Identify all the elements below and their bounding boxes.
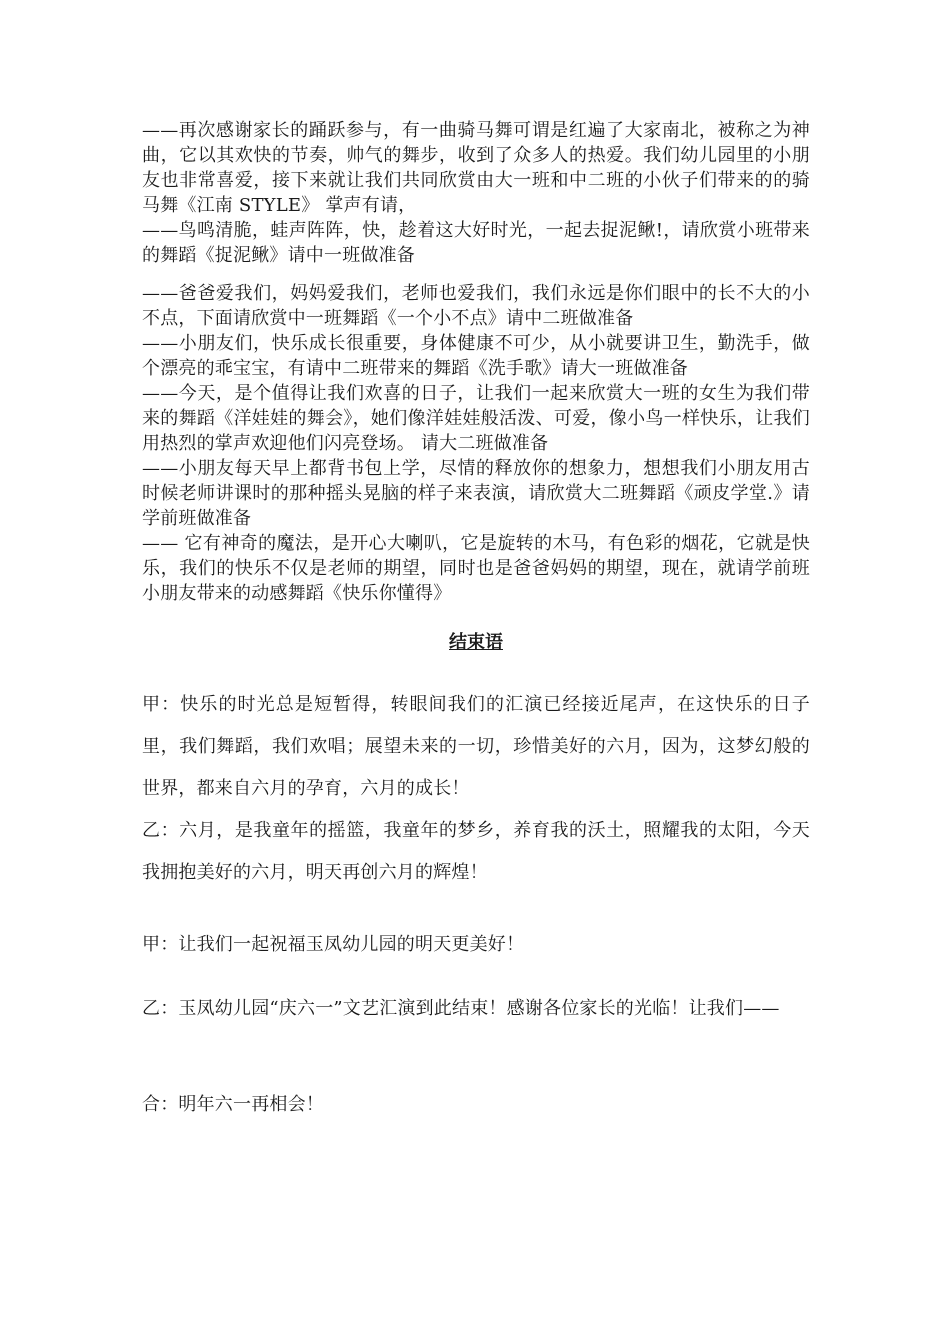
document-page xyxy=(142,118,810,1126)
spacer xyxy=(142,606,810,628)
closing-line: 甲：让我们一起祝福玉凤幼儿园的明天更美好！ xyxy=(142,934,525,955)
spacer xyxy=(142,894,810,924)
closing-line: 甲：快乐的时光总是短暂得，转眼间我们的汇演已经接近尾声，在这快乐的日子里，我们舞蹈，我们欢唱；展望未来的一切，珍惜美好的六月，因为，这梦幻般的世界，都来自六月的孕育，六月的成长！ xyxy=(142,694,810,799)
program-paragraph: ——小朋友每天早上都背书包上学，尽情的释放你的想象力，想想我们小朋友用古时候老师讲课时的那种摇头晃脑的样子来表演，请欣赏大二班舞蹈《顽皮学堂.》请学前班做准备 xyxy=(142,458,810,529)
closing-heading: 结束语 xyxy=(449,632,503,653)
spacer xyxy=(142,654,810,684)
closing-line: 乙：玉凤幼儿园“庆六一”文艺汇演到此结束！感谢各位家长的光临！让我们—— xyxy=(142,998,780,1019)
program-paragraph: —— 它有神奇的魔法，是开心大喇叭，它是旋转的木马，有色彩的烟花，它就是快乐，我们的快乐不仅是老师的期望，同时也是爸爸妈妈的期望，现在，就请学前班小朋友带来的动感舞蹈《快乐你懂得》 xyxy=(142,533,810,604)
program-paragraph: ——鸟鸣清脆，蛙声阵阵，快，趁着这大好时光，一起去捉泥鳅!，请欣赏小班带来的舞蹈《捉泥鳅》请中一班做准备 xyxy=(142,220,810,266)
program-paragraph: ——爸爸爱我们，妈妈爱我们，老师也爱我们，我们永远是你们眼中的长不大的小不点，下面请欣赏中一班舞蹈《一个小不点》请中二班做准备 xyxy=(142,283,810,329)
program-paragraph: ——小朋友们，快乐成长很重要，身体健康不可少，从小就要讲卫生，勤洗手，做个漂亮的乖宝宝，有请中二班带来的舞蹈《洗手歌》请大一班做准备 xyxy=(142,333,810,379)
spacer xyxy=(142,1072,810,1084)
program-paragraph: ——今天，是个值得让我们欢喜的日子，让我们一起来欣赏大一班的女生为我们带来的舞蹈《洋娃娃的舞会》，她们像洋娃娃般活泼、可爱，像小鸟一样快乐，让我们用热烈的掌声欢迎他们闪亮登场。 请大二班做准备 xyxy=(142,383,810,454)
closing-line: 合：明年六一再相会！ xyxy=(142,1094,324,1115)
program-paragraph: ——再次感谢家长的踊跃参与，有一曲骑马舞可谓是红遍了大家南北，被称之为神曲，它以其欢快的节奏，帅气的舞步，收到了众多人的热爱。我们幼儿园里的小朋友也非常喜爱，接下来就让我们共同欣赏由大一班和中二班的小伙子们带来的的骑马舞《江南 STYLE》 掌声有请， xyxy=(142,120,810,216)
closing-line: 乙：六月，是我童年的摇篮，我童年的梦乡，养育我的沃土，照耀我的太阳，今天我拥抱美好的六月，明天再创六月的辉煌！ xyxy=(142,820,810,883)
